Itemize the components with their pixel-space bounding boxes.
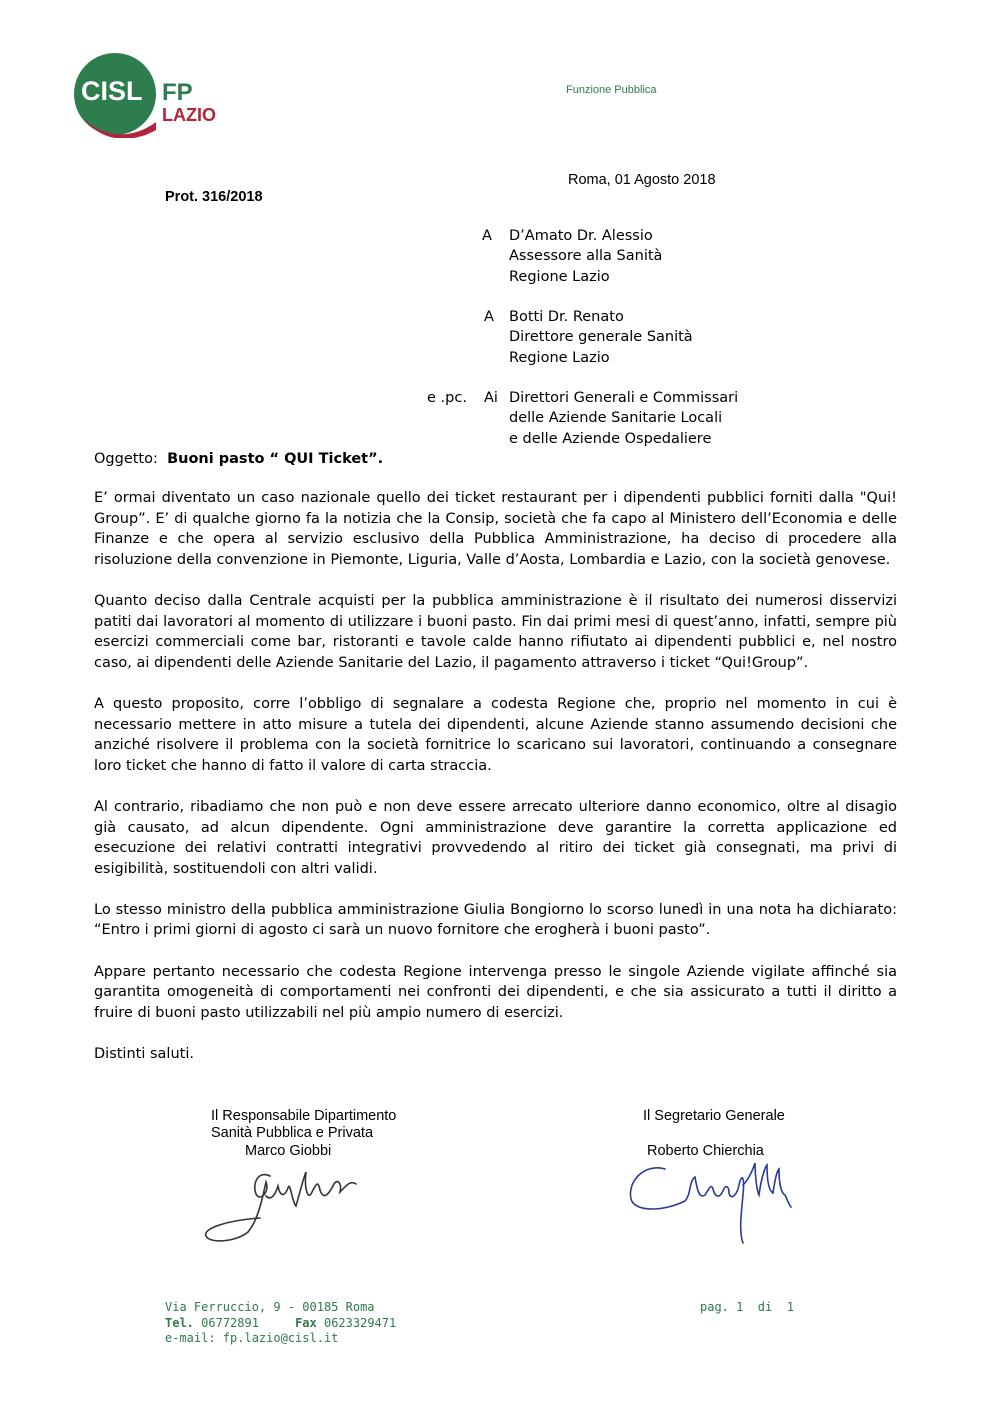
recipient-line: delle Aziende Sanitarie Locali (509, 410, 723, 427)
footer-address: Via Ferruccio, 9 - 00185 Roma (165, 1300, 375, 1314)
subject-label: Oggetto: (94, 451, 158, 467)
recipient-line: Botti Dr. Renato (509, 309, 624, 325)
recipient-block-1 (509, 226, 662, 287)
recipient-line: D’Amato Dr. Alessio (509, 228, 653, 244)
footer-fax-label: Fax (295, 1315, 317, 1330)
recipient-block-2 (509, 307, 693, 368)
recipient-block-3 (509, 388, 738, 449)
recipient-line: e delle Aziende Ospedaliere (509, 430, 712, 447)
recipient-marker-2: A (484, 309, 494, 325)
footer-tel: 06772891 (201, 1315, 259, 1330)
body-paragraph: Lo stesso ministro della pubblica amministrazione Giulia Bongiorno lo scorso lunedì in una nota ha dichiarato: “Entro i primi giorni di agosto ci sarà un nuovo fornitore che erogherà i buoni pasto”. (94, 901, 897, 939)
left-handwritten-signature (200, 1162, 360, 1247)
left-signatory-role-2: Sanità Pubblica e Privata (211, 1125, 374, 1141)
subject-text: Buoni pasto “ QUI Ticket”. (167, 451, 384, 467)
recipient-line: Regione Lazio (509, 268, 610, 285)
page-number: pag. 1 di 1 (700, 1300, 794, 1314)
recipient-marker-1: A (482, 228, 492, 244)
recipient-cc-prefix: e .pc. (427, 390, 467, 406)
body-paragraph: E’ ormai diventato un caso nazionale quello dei ticket restaurant per i dipendenti pubblici forniti dalla "Qui! Group”. E’ di qualche giorno fa la notizia che la Consip, società che fa capo al Ministero dell’Economia e delle Finanze e che opera al servizio esclusivo della Pubblica Amministrazione, ha deciso di procedere alla risoluzione della convenzione in Piemonte, Liguria, Valle d’Aosta, Lombardia e Lazio, con la società genovese. (94, 490, 897, 568)
body-paragraph: Quanto deciso dalla Centrale acquisti per la pubblica amministrazione è il risultato dei numerosi disservizi patiti dai lavoratori al momento di utilizzare i buoni pasto. Fin dai primi mesi di quest’anno, infatti, sempre più esercizi commerciali come bar, ristoranti e tavole calde hanno rifiutato ai dipendenti pubblici e, nel nostro caso, ai dipendenti delle Aziende Sanitarie del Lazio, il pagamento attraverso i ticket “Qui!Group”. (94, 592, 897, 671)
logo-cisl-text: CISL (81, 76, 143, 106)
footer-email: e-mail: fp.lazio@cisl.it (165, 1331, 339, 1345)
left-signatory-name: Marco Giobbi (245, 1143, 332, 1159)
cisl-fp-lazio-logo (72, 52, 237, 138)
footer-tel-label: Tel. (165, 1315, 194, 1330)
body-paragraph: Al contrario, ribadiamo che non può e non deve essere arrecato ulteriore danno economico, oltre al disagio già causato, ad alcun dipendente. Ogni amministrazione deve garantire la corretta applicazione ed esecuzione dei relativi contratti integrativi provvedendo al ritiro dei ticket già consegnati, ma privi di esigibilità, sostituendoli con altri validi. (94, 798, 897, 877)
footer-fax: 0623329471 (323, 1315, 397, 1330)
recipient-line: Regione Lazio (509, 349, 610, 366)
body-paragraph: A questo proposito, corre l’obbligo di segnalare a codesta Regione che, proprio nel momento in cui è necessario mettere in atto misure a tutela dei dipendenti, alcune Aziende stanno assumendo decisioni che anziché risolvere il problema con la società fornitrice lo scaricano sui lavoratori, continuando a consegnare loro ticket che hanno di fatto il valore di carta straccia. (94, 695, 897, 774)
recipient-line: Assessore alla Sanità (509, 248, 663, 265)
protocol-number: Prot. 316/2018 (165, 189, 263, 205)
logo-lazio-text: LAZIO (162, 105, 216, 125)
right-signatory-name: Roberto Chierchia (647, 1143, 764, 1159)
footer-phone-fax (165, 1316, 396, 1332)
department-label: Funzione Pubblica (566, 84, 657, 96)
closing-salutation: Distinti saluti. (94, 1046, 194, 1063)
letter-body (94, 488, 897, 1085)
left-signatory-role-1: Il Responsabile Dipartimento (211, 1108, 397, 1124)
right-handwritten-signature (625, 1155, 795, 1247)
logo-fp-text: FP (162, 79, 193, 106)
recipient-line: Direttore generale Sanità (509, 329, 693, 346)
subject-line (94, 451, 383, 467)
footer-contacts (165, 1300, 396, 1347)
recipient-line: Direttori Generali e Commissari (509, 390, 739, 406)
place-date: Roma, 01 Agosto 2018 (568, 172, 716, 188)
body-paragraph: Appare pertanto necessario che codesta Regione intervenga presso le singole Aziende vigilate affinché sia garantita omogeneità di comportamenti nei confronti dei dipendenti, e che sia assicurato a tutti il diritto a fruire di buoni pasto utilizzabili nel più ampio numero di esercizi. (94, 963, 897, 1021)
recipient-marker-3: Ai (484, 390, 498, 406)
right-signatory-role: Il Segretario Generale (643, 1108, 785, 1124)
